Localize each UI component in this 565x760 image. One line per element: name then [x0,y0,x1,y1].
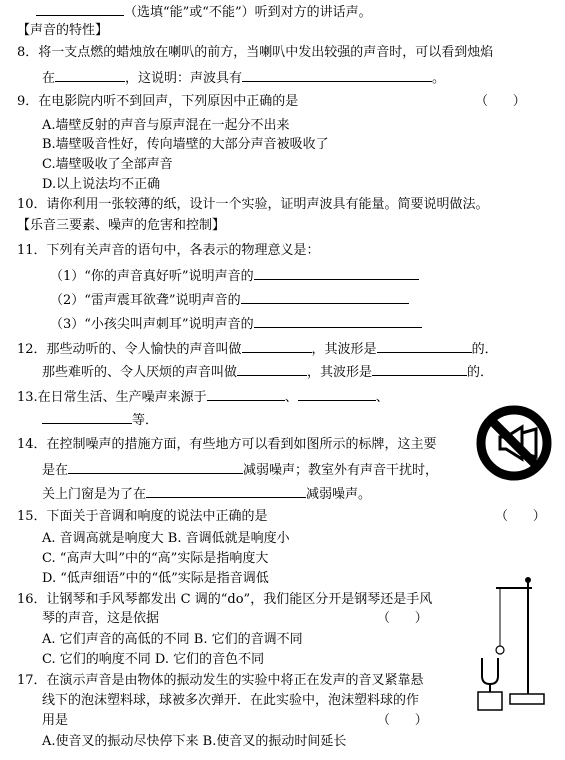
line-text: D.以上说法均不正确 [42,177,161,192]
line-text: 【乐音三要素、噪声的危害和控制】 [17,218,226,233]
line-q17b [42,692,419,710]
answer-bracket-b17: （ ） [377,713,428,728]
line-text: 琴的声音，这是依据 [42,611,160,626]
line-q17ab [42,733,346,751]
line-text: ，其波形是 [311,342,377,357]
line-text: 、 [284,390,298,405]
line-q16cd [42,651,264,669]
line-text: C. 它们的响度不同 D. 它们的音色不同 [42,652,265,667]
line-q11 [17,242,320,260]
line-q11c [50,314,422,334]
answer-blank [55,68,125,82]
line-q9a [42,117,290,135]
line-q8b [42,68,445,88]
line-text: ，这说明：声波具有 [125,71,243,86]
line-text: 12．那些动听的、令人愉快的声音叫做 [17,342,242,357]
answer-blank [377,339,472,353]
line-text: 关上门窗是为了在 [42,487,147,502]
line-text: ，其波形是 [307,365,373,380]
line-q16b [42,610,159,628]
answer-bracket-b16: （ ） [377,611,428,626]
line-text: 在 [42,71,56,86]
line-sec2 [17,217,225,235]
line-text: 减弱噪声；教室外有声音干扰时， [243,463,439,478]
answer-bracket-b15: （ ） [495,509,546,524]
line-text: 减弱噪声。 [306,487,372,502]
line-q9c [42,156,173,174]
line-q13a [17,387,389,407]
answer-blank [242,68,432,82]
answer-blank [207,387,285,401]
line-q14c [42,484,371,504]
line-q15d [42,570,269,588]
answer-blank [372,362,467,376]
line-sec1 [17,22,108,40]
line-q13b [42,410,158,430]
line-text: 、 [375,390,389,405]
answer-blank [254,314,422,328]
line-text: 线下的泡沫塑料球，球被多次弹开．在此实验中，泡沫塑料球的作 [42,693,420,708]
line-q17a [17,672,424,690]
answer-blank [36,2,124,16]
line-text: 【声音的特性】 [17,23,109,38]
line-q8a [17,44,493,62]
line-text: A. 音调高就是响度大 B. 音调低就是响度小 [42,531,290,546]
line-q14b [42,460,438,480]
answer-bracket-b9: （ ） [475,94,526,109]
line-text: C.墙壁吸收了全部声音 [42,157,173,172]
tuning-fork-apparatus-figure [476,574,556,714]
line-q9b [42,136,329,154]
answer-blank [42,410,132,424]
line-q12b [42,362,493,382]
line-q16ab [42,631,303,649]
line-q15ab [42,530,290,548]
line-text: 14．在控制噪声的措施方面，有些地方可以看到如图所示的标牌，这主要 [17,437,437,452]
line-q16a [17,591,432,609]
line-q15c [42,550,268,568]
line-text: A. 它们声音的高低的不同 B. 它们的音调不同 [42,632,303,647]
line-text: A.使音叉的振动尽快停下来 B.使音叉的振动时间延长 [42,734,347,749]
line-text: 11．下列有关声音的语句中，各表示的物理意义是： [17,243,320,258]
line-text: （1）“你的声音真好听”说明声音的 [50,269,254,284]
line-text: 的． [467,365,494,380]
line-text: 那些难听的、令人厌烦的声音叫做 [42,365,238,380]
line-text: 8．将一支点燃的蜡烛放在喇叭的前方，当喇叭中发出较强的声音时，可以看到烛焰 [17,45,494,60]
line-q14a [17,436,437,454]
line-text: 13.在日常生活、生产噪声来源于 [17,390,207,405]
answer-blank [298,387,376,401]
line-text: 15．下面关于音调和响度的说法中正确的是 [17,509,268,524]
line-q9 [17,93,298,111]
line-l0 [36,2,372,22]
line-text: 。 [432,71,446,86]
line-text: 是在 [42,463,69,478]
line-q17c [42,712,68,730]
line-text: B.墙壁吸音性好，传向墙壁的大部分声音被吸收了 [42,137,329,152]
line-text: 的． [471,342,498,357]
line-text: （2）“雷声震耳欲聋”说明声音的 [50,293,241,308]
line-text: 等． [132,413,159,428]
answer-blank [242,339,312,353]
line-text: 17．在演示声音是由物体的振动发生的实验中将正在发声的音叉紧靠悬 [17,673,424,688]
line-text: 16．让钢琴和手风琴都发出 C 调的“do”，我们能区分开是钢琴还是手风 [17,592,433,607]
line-q10 [17,196,489,214]
answer-blank [146,484,306,498]
line-text: 10．请你利用一张较薄的纸，设计一个实验，证明声波具有能量。简要说明做法。 [17,197,489,212]
line-q9d [42,176,160,194]
line-q12a [17,339,498,359]
line-text: D. “低声细语”中的“低”实际是指音调低 [42,571,269,586]
line-text: C. “高声大叫”中的“高”实际是指响度大 [42,551,269,566]
line-text: （选填“能”或“不能”）听到对方的讲话声。 [124,5,372,20]
line-text: 9．在电影院内听不到回声，下列原因中正确的是 [17,94,299,109]
answer-blank [68,460,243,474]
answer-blank [241,290,409,304]
line-q11b [50,290,409,310]
line-text: 用是 [42,713,69,728]
answer-blank [254,266,419,280]
no-horn-sign-icon [474,403,554,483]
line-text: （3）“小孩尖叫声刺耳”说明声音的 [50,317,254,332]
answer-blank [237,362,307,376]
line-q11a [50,266,419,286]
line-q15 [17,508,268,526]
line-text: A.墙壁反射的声音与原声混在一起分不出来 [42,118,290,133]
